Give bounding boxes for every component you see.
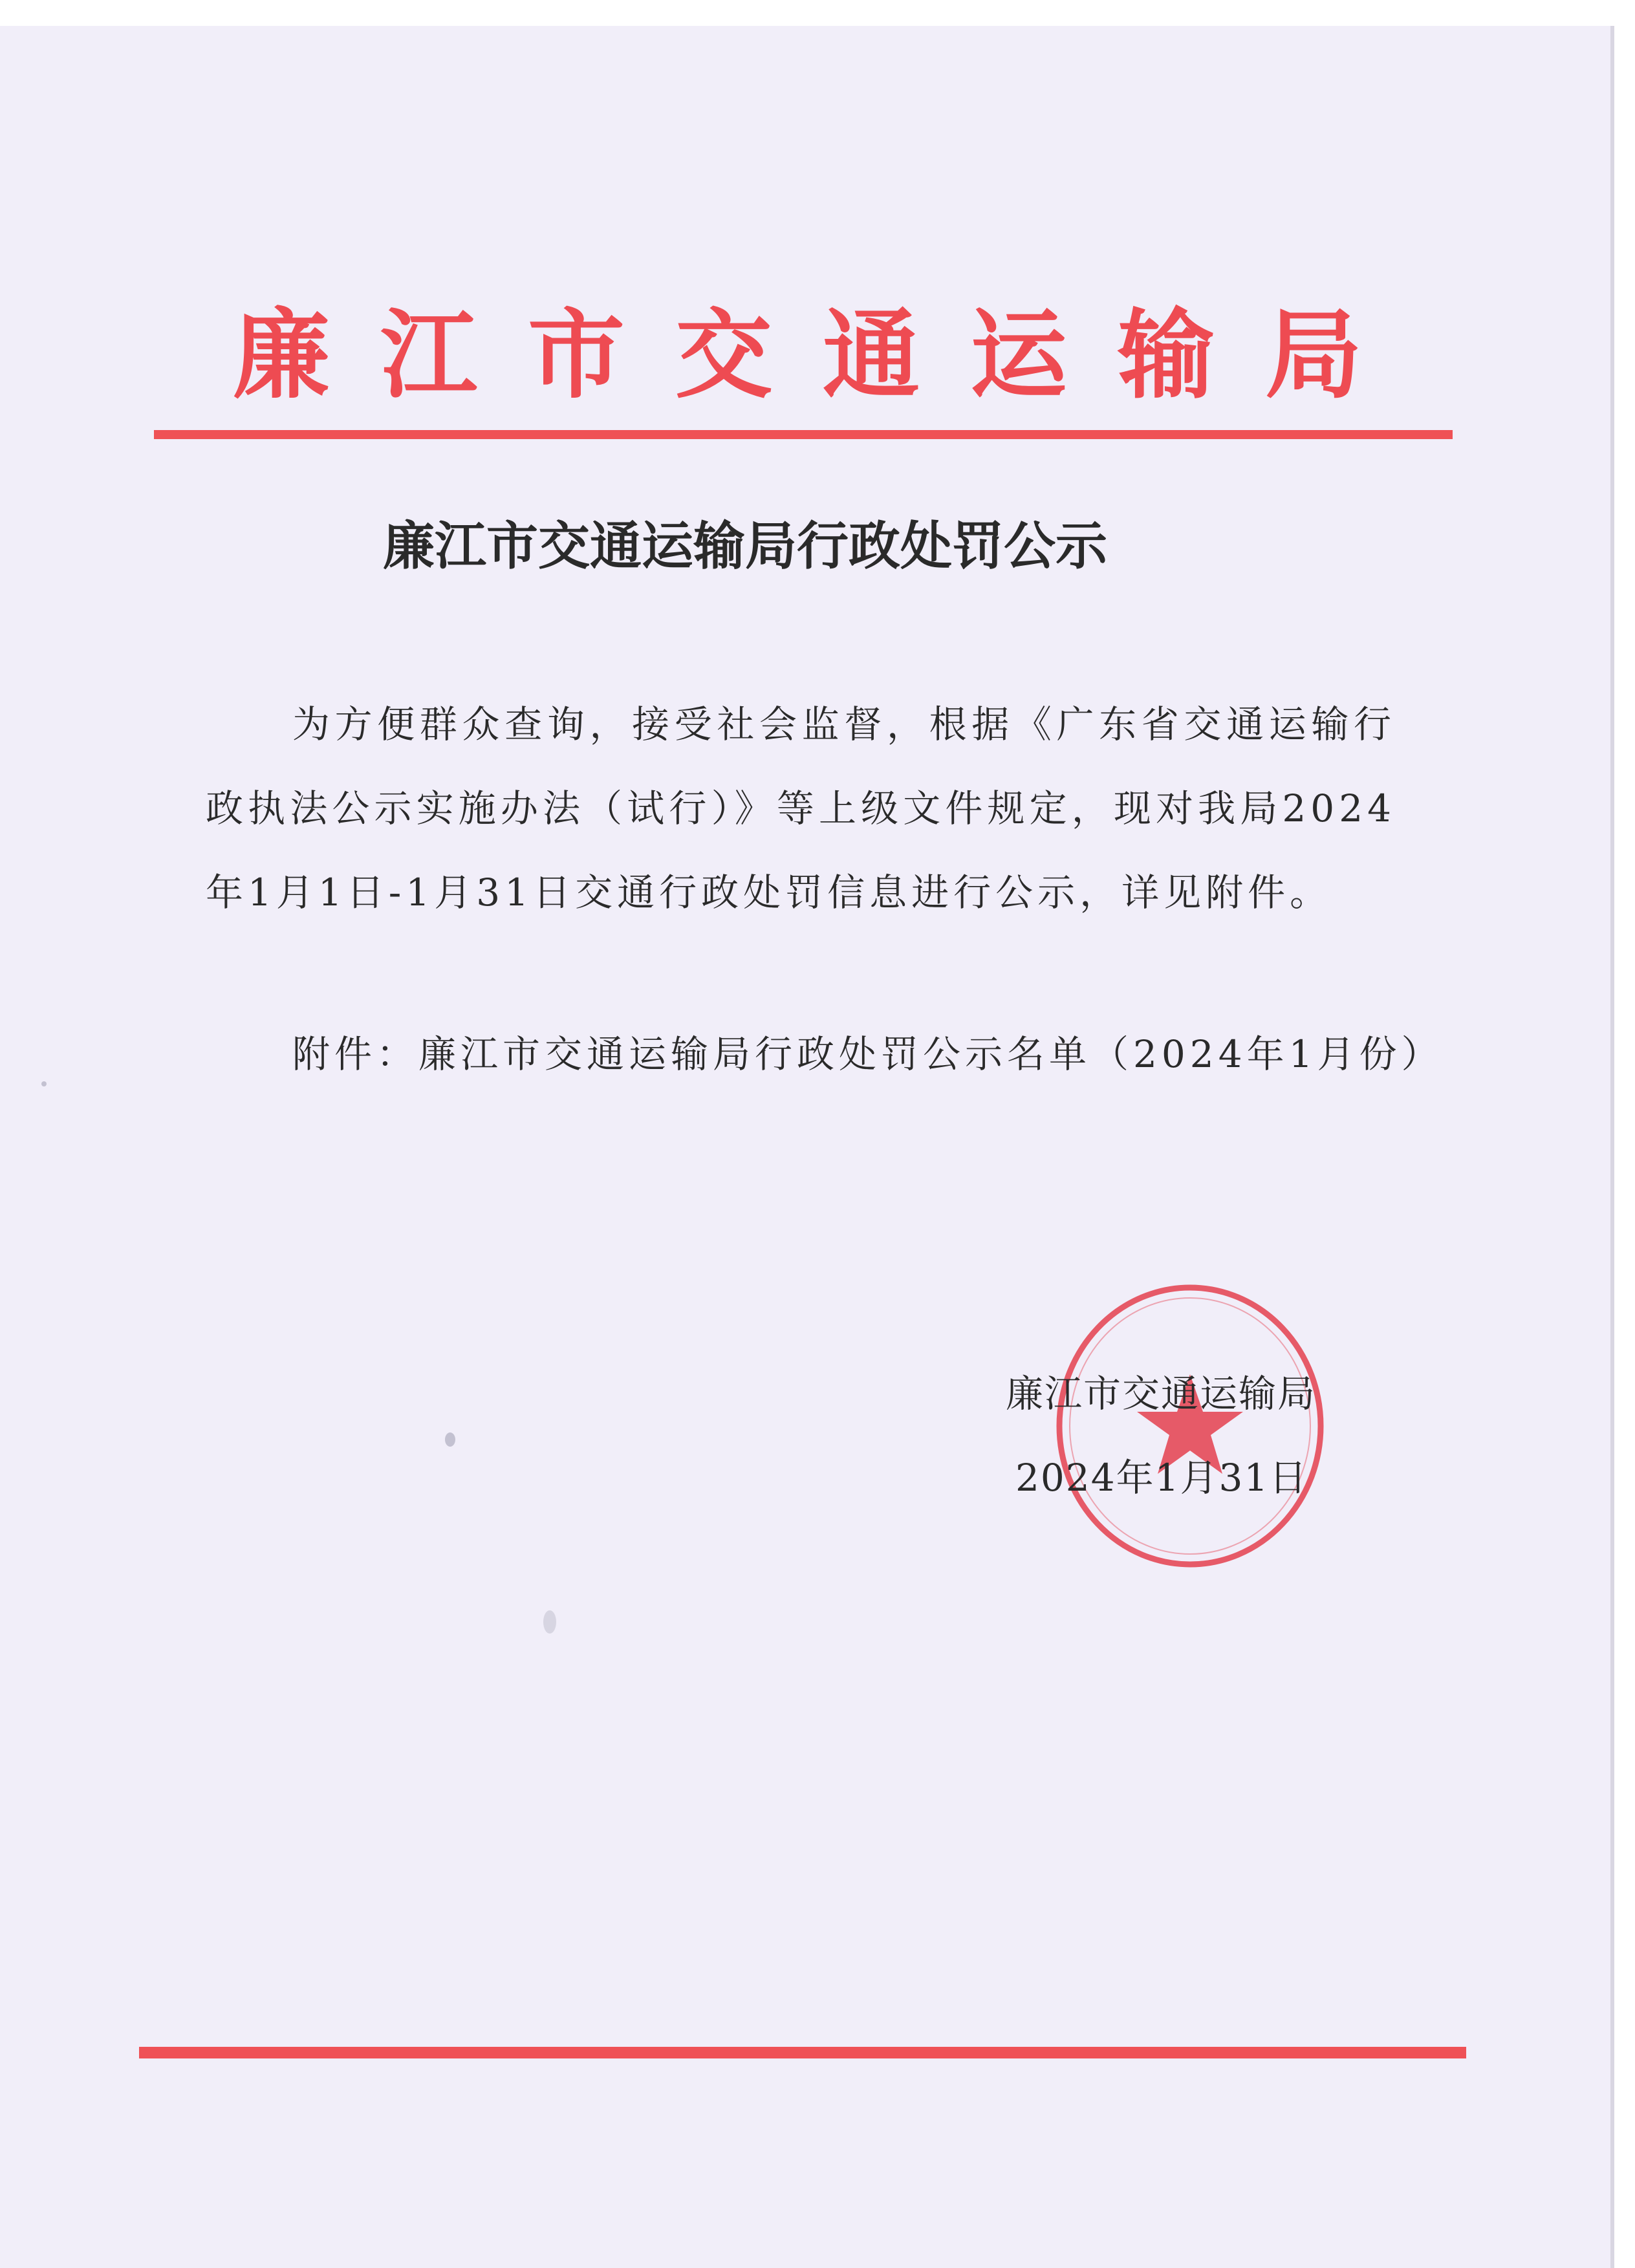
paper-speck xyxy=(445,1432,455,1447)
attachment-line: 附件：廉江市交通运输局行政处罚公示名单（2024年1月份） xyxy=(292,1032,1444,1076)
letterhead-title: 廉江市交通运输局 xyxy=(233,299,1413,412)
body-paragraph: 为方便群众查询，接受社会监督，根据《广东省交通运输行政执法公示实施办法（试行）》等上级文件规定，现对我局2024年1月1日-1月31日交通行政处罚信息进行公示，详见附件。 xyxy=(206,702,1396,914)
signing-organization: 廉江市交通运输局 xyxy=(1006,1372,1317,1416)
page-edge xyxy=(1610,26,1614,2268)
paper-speck xyxy=(543,1610,556,1634)
paper-speck xyxy=(41,1081,47,1086)
signing-date: 2024年1月31日 xyxy=(1015,1456,1308,1500)
document-title: 廉江市交通运输局行政处罚公示 xyxy=(383,516,1107,576)
footer-divider xyxy=(139,2047,1466,2058)
letterhead-divider xyxy=(154,430,1453,439)
